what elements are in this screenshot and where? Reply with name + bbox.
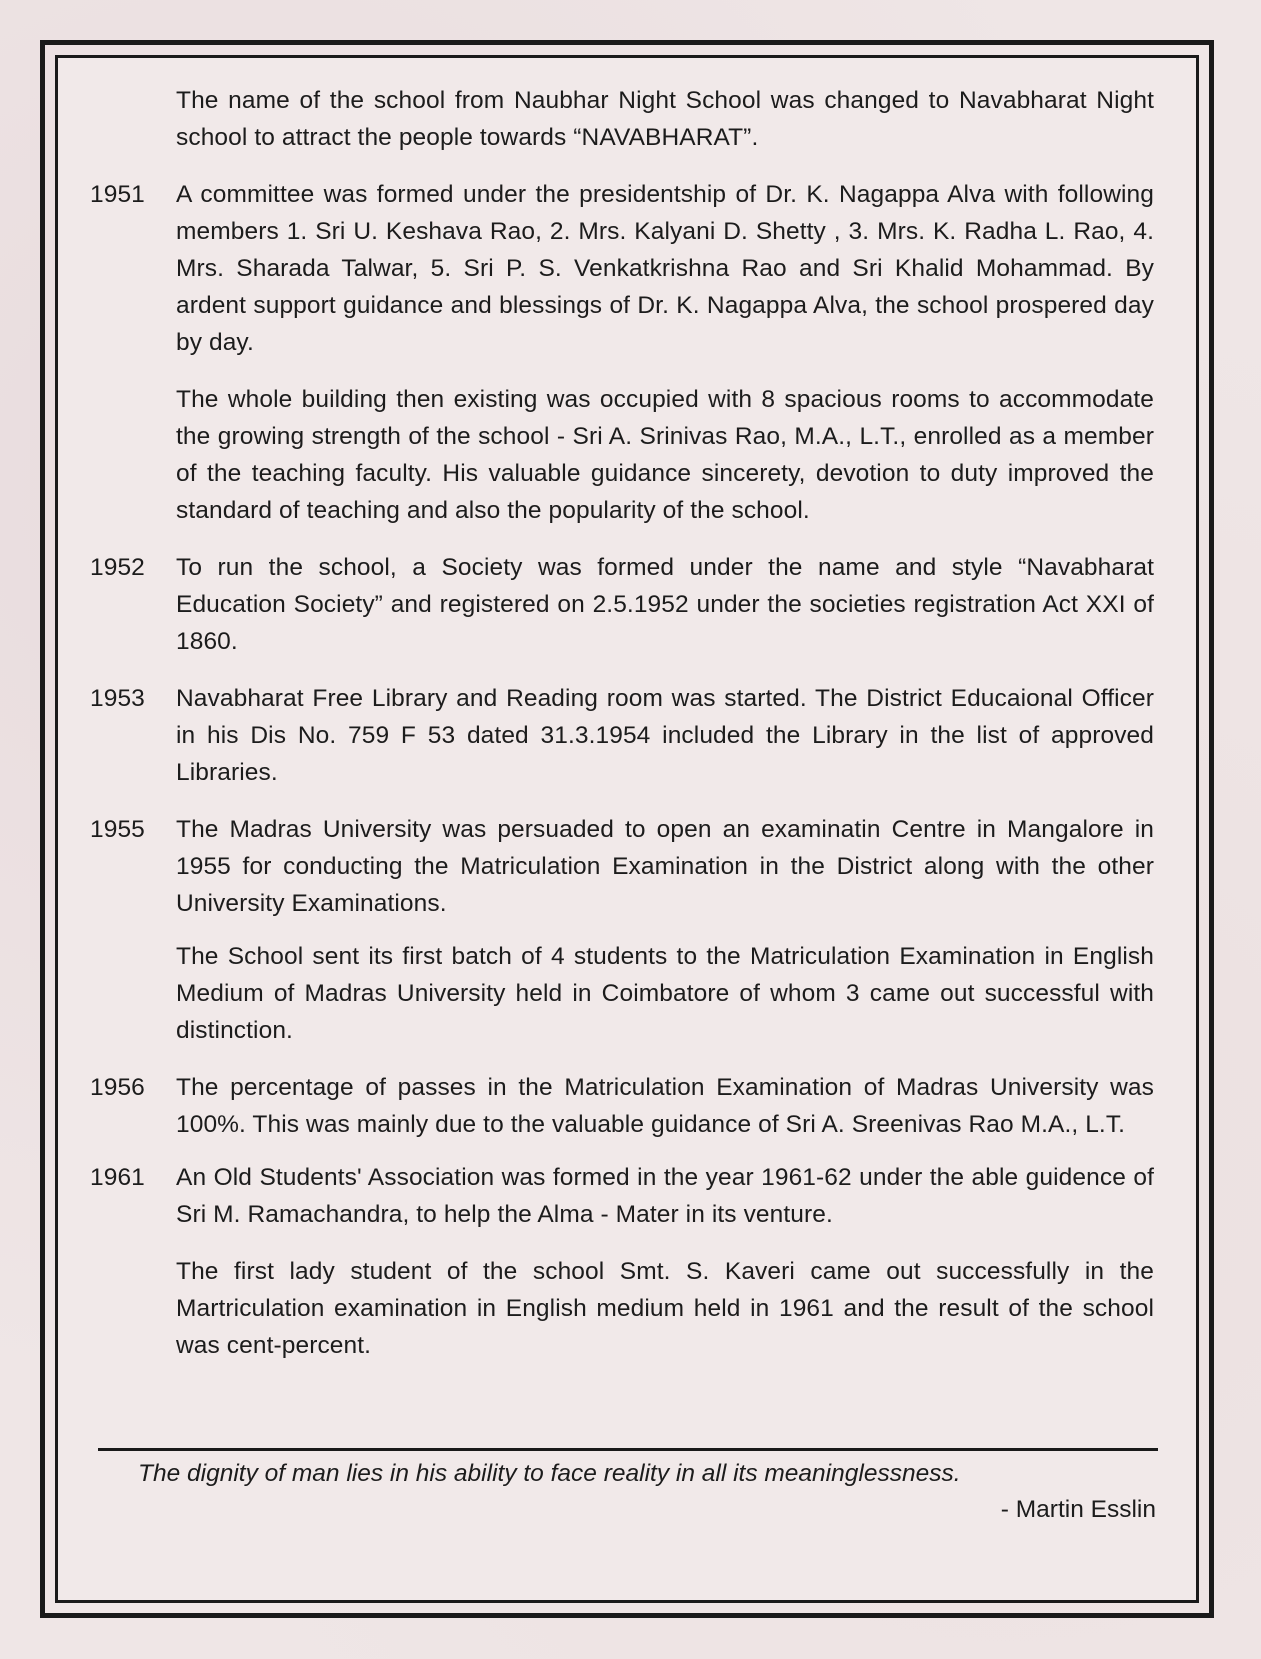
entry-1952: [90, 549, 1154, 660]
quote-text: The dignity of man lies in his ability to face reality in all its meaninglessness.: [138, 1460, 961, 1487]
entry-text: Navabharat Free Library and Reading room was started. The District Educaional Officer in his Dis No. 759 F 53 dated 31.3.1954 included the Library in the list of approved Libraries.: [176, 685, 1154, 786]
quote-attribution: - Martin Esslin: [1000, 1496, 1156, 1523]
entry-text: The first lady student of the school Smt. S. Kaveri came out successfully in the Martriculation examination in English medium held in 1961 and the result of the school was cent-percent.: [176, 1258, 1154, 1359]
intro-paragraph: The name of the school from Naubhar Night School was changed to Navabharat Night school to attract the people towards “NAVABHARAT”.: [176, 87, 1154, 151]
entry-text: The School sent its first batch of 4 students to the Matriculation Examination in English Medium of Madras University held in Coimbatore of whom 3 came out successful with distinction.: [176, 943, 1154, 1044]
outer-border: [40, 40, 1214, 1618]
entry-1956: [90, 1069, 1154, 1143]
entry-1951: [90, 176, 1154, 361]
entry-year: 1961: [90, 1164, 145, 1191]
entry-year: 1953: [90, 685, 145, 712]
entry-first-batch: [176, 938, 1154, 1049]
entry-year: 1951: [90, 181, 145, 208]
entry-year: 1956: [90, 1074, 145, 1101]
entry-1955: [90, 811, 1154, 922]
entry-text: To run the school, a Society was formed under the name and style “Navabharat Education Society” and registered on 2.5.1952 under the societies registration Act XXI of 1860.: [176, 554, 1154, 655]
entry-year: 1955: [90, 816, 145, 843]
entry-text: The Madras University was persuaded to open an examinatin Centre in Mangalore in 1955 for conducting the Matriculation Examination in the District along with the other University Examinations.: [176, 816, 1154, 917]
quote-divider: [98, 1448, 1158, 1451]
entry-text: An Old Students' Association was formed in the year 1961-62 under the able guidence of Sri M. Ramachandra, to help the Alma - Mater in its venture.: [176, 1164, 1154, 1228]
entry-text: The percentage of passes in the Matriculation Examination of Madras University was 100%. This was mainly due to the valuable guidance of Sri A. Sreenivas Rao M.A., L.T.: [176, 1074, 1154, 1138]
entry-year: 1952: [90, 554, 145, 581]
article-body: [58, 82, 1196, 1364]
inner-border: [55, 55, 1199, 1603]
entry-text: The whole building then existing was occupied with 8 spacious rooms to accommodate the growing strength of the school - Sri A. Srinivas Rao, M.A., L.T., enrolled as a member of the teaching faculty. His valuable guidance sincerety, devotion to duty improved the standard of teaching and also the popularity of the school.: [176, 386, 1154, 524]
entry-text: A committee was formed under the presidentship of Dr. K. Nagappa Alva with following members 1. Sri U. Keshava Rao, 2. Mrs. Kalyani D. Shetty , 3. Mrs. K. Radha L. Rao, 4. Mrs. Sharada Talwar, 5. Sri P. S. Venkatkrishna Rao and Sri Khalid Mohammad. By ardent support guidance and blessings of Dr. K. Nagappa Alva, the school prospered day by day.: [176, 181, 1154, 356]
entry-building: [176, 381, 1154, 529]
entry-1961: [90, 1159, 1154, 1233]
entry-first-lady-student: [176, 1253, 1154, 1364]
entry-1953: [90, 680, 1154, 791]
